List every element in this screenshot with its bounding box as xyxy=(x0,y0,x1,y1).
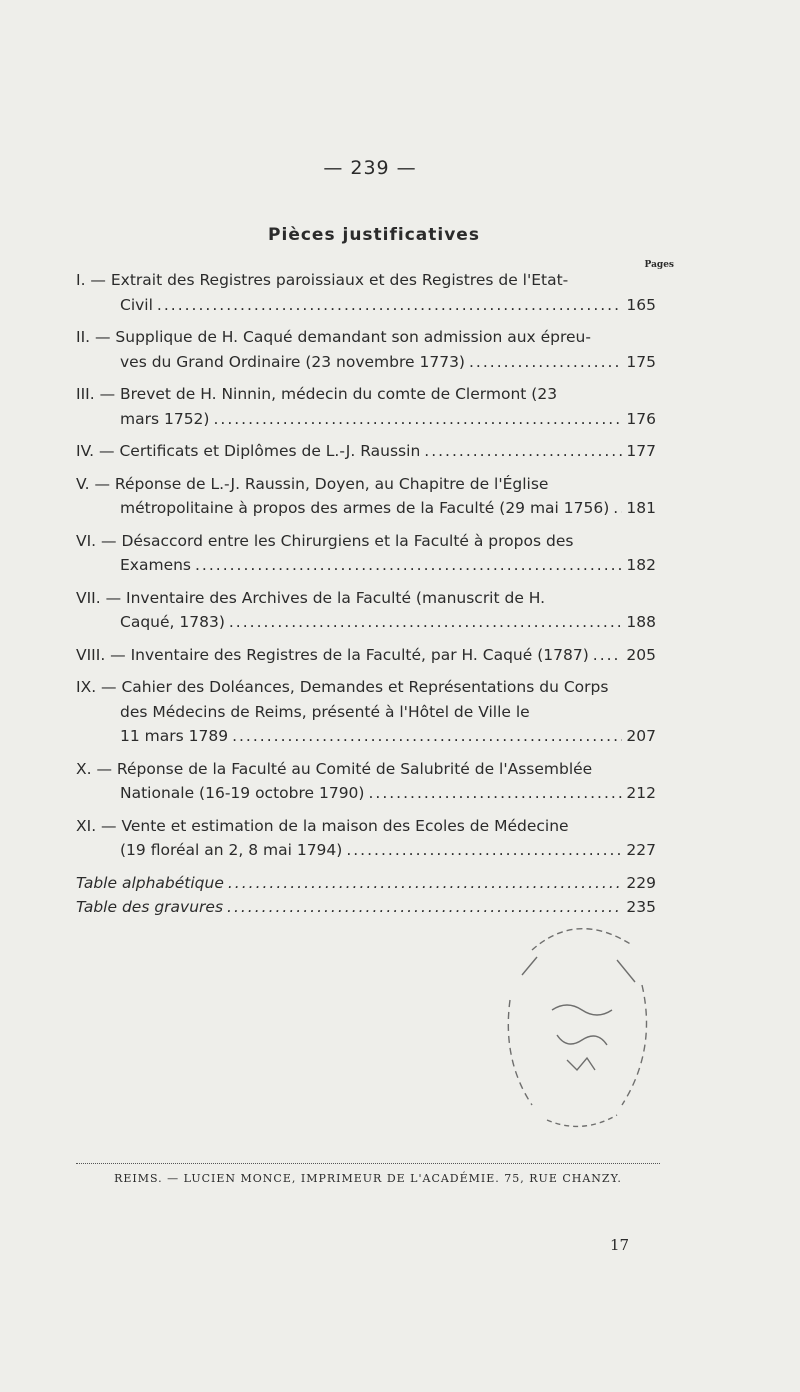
entry-line: IX. — Cahier des Doléances, Demandes et Représentations du Corps xyxy=(76,678,609,696)
entry-page-number: 205 xyxy=(626,645,656,664)
table-of-contents xyxy=(76,268,656,920)
pages-column-label: Pages xyxy=(644,260,674,270)
toc-entry xyxy=(76,814,656,863)
entry-text: (19 floréal an 2, 8 mai 1794) xyxy=(120,841,343,859)
entry-page-number: 181 xyxy=(626,499,656,517)
entry-last-line xyxy=(76,407,656,432)
entry-text: ves du Grand Ordinaire (23 novembre 1773) xyxy=(120,352,465,371)
signature-mark: 17 xyxy=(610,1236,630,1254)
dot-leader xyxy=(195,553,622,578)
entry-page-number: 188 xyxy=(626,613,656,631)
toc-entry xyxy=(76,675,656,749)
entry-text: mars 1752) xyxy=(120,409,210,428)
imprint-rule xyxy=(76,1163,660,1164)
entry-line: III. — Brevet de H. Ninnin, médecin du comte de Clermont (23 xyxy=(76,385,558,403)
entry-line: I. — Extrait des Registres paroissiaux et des Registres de l'Etat- xyxy=(76,271,569,289)
entry-line: XI. — Vente et estimation de la maison des Ecoles de Médecine xyxy=(76,816,569,835)
index-page-number: 229 xyxy=(626,873,656,892)
toc-entry xyxy=(76,325,656,374)
dot-leader xyxy=(346,838,622,863)
library-stamp xyxy=(492,890,662,1135)
dot-leader xyxy=(229,610,622,635)
entry-page-number: 165 xyxy=(626,295,656,314)
dot-leader xyxy=(469,350,622,375)
dot-leader xyxy=(368,781,622,806)
toc-entry xyxy=(76,439,656,464)
toc-entry xyxy=(76,643,656,668)
index-page-number: 235 xyxy=(626,898,656,916)
toc-entry xyxy=(76,382,656,431)
entry-text: Caqué, 1783) xyxy=(120,613,225,631)
index-label: Table alphabétique xyxy=(76,873,224,892)
entry-line: VII. — Inventaire des Archives de la Faculté (manuscrit de H. xyxy=(76,588,546,607)
section-title: Pièces justificatives xyxy=(268,225,480,245)
dot-leader xyxy=(424,439,622,464)
entry-page-number: 227 xyxy=(626,841,656,859)
entry-page-number: 207 xyxy=(626,727,656,745)
toc-entries xyxy=(76,268,656,863)
entry-last-line xyxy=(76,553,656,578)
entry-last-line xyxy=(76,610,656,635)
page-number: — 239 — xyxy=(323,157,417,179)
toc-entry xyxy=(76,757,656,806)
entry-text: métropolitaine à propos des armes de la Faculté (29 mai 1756) xyxy=(120,499,610,517)
entry-line: X. — Réponse de la Faculté au Comité de Salubrité de l'Assemblée xyxy=(76,759,593,778)
entry-line: VI. — Désaccord entre les Chirurgiens et la Faculté à propos des xyxy=(76,531,574,550)
entry-text: Nationale (16-19 octobre 1790) xyxy=(120,784,365,802)
entry-line: des Médecins de Reims, présenté à l'Hôtel de Ville le xyxy=(120,702,530,721)
entry-text: IV. — Certificats et Diplômes de L.-J. Raussin xyxy=(76,442,421,460)
toc-entry xyxy=(76,586,656,635)
toc-entry xyxy=(76,529,656,578)
entry-last-line xyxy=(76,496,656,521)
toc-entry xyxy=(76,268,656,317)
entry-page-number: 212 xyxy=(626,784,656,802)
entry-page-number: 182 xyxy=(626,556,656,574)
toc-entry xyxy=(76,472,656,521)
entry-line: V. — Réponse de L.-J. Raussin, Doyen, au Chapitre de l'Église xyxy=(76,474,549,493)
entry-last-line xyxy=(76,781,656,806)
entry-text: Examens xyxy=(120,556,191,574)
entry-last-line xyxy=(76,838,656,863)
entry-line: II. — Supplique de H. Caqué demandant son admission aux épreu- xyxy=(76,328,591,346)
entry-last-line xyxy=(76,293,656,318)
entry-page-number: 175 xyxy=(626,352,656,371)
entry-text: 11 mars 1789 xyxy=(120,727,229,745)
entry-last-line xyxy=(76,439,656,464)
dot-leader xyxy=(213,407,622,432)
entry-page-number: 177 xyxy=(626,442,656,460)
entry-text: Civil xyxy=(120,295,153,314)
entry-text: VIII. — Inventaire des Registres de la Faculté, par H. Caqué (1787) xyxy=(76,645,589,664)
entry-page-number: 176 xyxy=(626,409,656,428)
index-label: Table des gravures xyxy=(76,898,224,916)
entry-last-line xyxy=(76,643,656,668)
printer-imprint: REIMS. — LUCIEN MONCE, IMPRIMEUR DE L'ACADÉMIE. 75, RUE CHANZY. xyxy=(114,1172,622,1185)
entry-last-line xyxy=(76,350,656,375)
dot-leader xyxy=(593,643,622,668)
dot-leader xyxy=(157,293,622,318)
dot-leader xyxy=(232,724,622,749)
entry-last-line xyxy=(76,724,656,749)
dot-leader xyxy=(613,496,622,521)
